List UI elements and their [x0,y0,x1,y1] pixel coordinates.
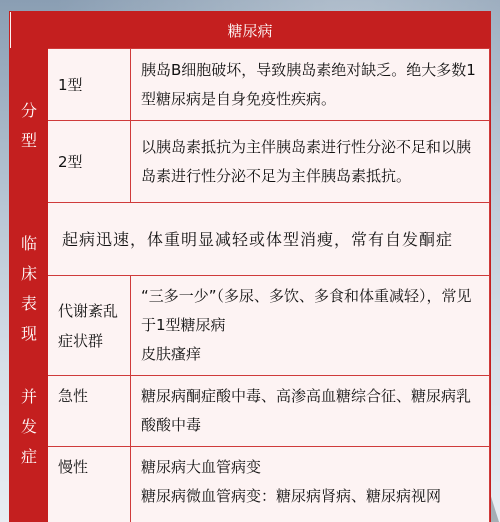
acute-description: 糖尿病酮症酸中毒、高渗高血糖综合征、糖尿病乳酸酸中毒 [131,376,490,447]
type-2-label: 2型 [48,121,131,203]
type-1-description: 胰岛B细胞破坏，导致胰岛素绝对缺乏。绝大多数1型糖尿病是自身免疫性疾病。 [131,49,490,121]
metabolic-description [131,276,490,376]
chronic-line: 糖尿病大血管病变 [141,458,262,476]
table-title: 糖尿病 [11,12,490,49]
metabolic-line: 皮肤瘙痒 [141,345,202,363]
type-2-description: 以胰岛素抵抗为主伴胰岛素进行性分泌不足和以胰岛素进行性分泌不足为主伴胰岛素抵抗。 [131,121,490,203]
category-clinical: 临 床 表 现 [11,203,48,376]
metabolic-label: 代谢紊乱症状群 [48,276,131,376]
chronic-label: 慢性 [48,447,131,522]
type-1-label: 1型 [48,49,131,121]
chronic-description [131,447,490,522]
diabetes-table [10,12,490,522]
acute-label: 急性 [48,376,131,447]
clinical-summary: 起病迅速，体重明显减轻或体型消瘦，常有自发酮症 [48,203,490,276]
metabolic-line: “三多一少”（多尿、多饮、多食和体重减轻），常见于1型糖尿病 [141,287,472,334]
category-complications: 并 发 症 [11,376,48,522]
category-classification: 分 型 [11,49,48,203]
chronic-line: 糖尿病微血管病变：糖尿病肾病、糖尿病视网 [141,487,442,505]
